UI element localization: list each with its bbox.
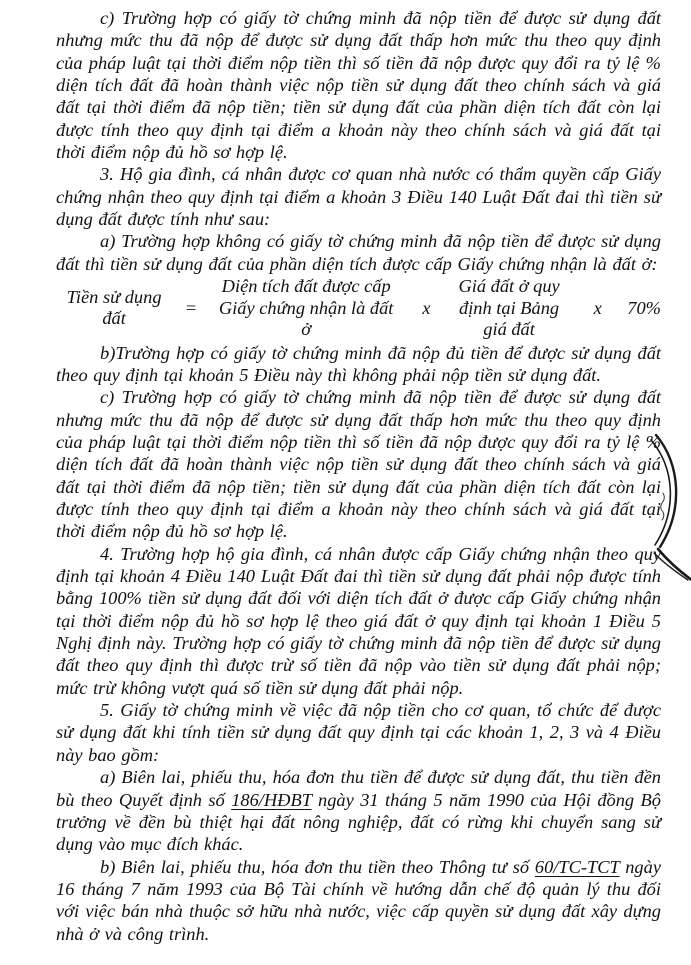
formula-result-term: Tiền sử dụng đất <box>66 286 162 329</box>
multiply-sign: x <box>422 297 431 318</box>
formula-factor-area: Diện tích đất được cấp Giấy chứng nhận là đất ở <box>218 276 394 340</box>
paragraph-clause-5: 5. Giấy tờ chứng minh về việc đã nộp tiền cho cơ quan, tổ chức để được sử dụng đất khi tính tiền sử dụng đất quy định tại các khoản 1, 2, 3 và 4 Điều này bao gồm: <box>56 700 661 765</box>
paragraph-text: ngày 31 tháng 5 năm 1990 của Hội đồng Bộ trưởng về đền bù thiệt hại đất nông nghiệp, đất có rừng khi chuyển sang sử dụng vào mục đích khác. <box>56 789 661 855</box>
paragraph-point-c: c) Trường hợp có giấy tờ chứng minh đã nộp tiền để được sử dụng đất nhưng mức thu đã nộp để được sử dụng đất thấp hơn mức thu theo quy định của pháp luật tại thời điểm nộp tiền thì số tiền đã nộp được quy đổi ra tỷ lệ % diện tích đất đã hoàn thành việc nộp tiền sử dụng đất theo chính sách và giá đất tại thời điểm đã nộp tiền; tiền sử dụng đất của phần diện tích đất còn lại được tính theo quy định tại điểm a khoản này theo chính sách và giá đất tại thời điểm nộp đủ hồ sơ hợp lệ. <box>56 387 661 542</box>
land-fee-formula <box>56 276 661 341</box>
paragraph-point-c-top: c) Trường hợp có giấy tờ chứng minh đã nộp tiền để được sử dụng đất nhưng mức thu đã nộp để được sử dụng đất thấp hơn mức thu theo quy định của pháp luật tại thời điểm nộp tiền thì số tiền đã nộp được quy đổi ra tỷ lệ % diện tích đất đã hoàn thành việc nộp tiền sử dụng đất theo chính sách và giá đất tại thời điểm đã nộp tiền; tiền sử dụng đất của phần diện tích đất còn lại được tính theo quy định tại điểm a khoản này theo chính sách và giá đất tại thời điểm nộp đủ hồ sơ hợp lệ. <box>56 8 661 163</box>
formula-factor-price: Giá đất ở quy định tại Bảng giá đất <box>458 276 560 340</box>
paragraph-text: ngày 16 tháng 7 năm 1993 của Bộ Tài chính về hướng dẫn chế độ quản lý thu đối với việc bán nhà thuộc sở hữu nhà nước, việc cấp quyền sử dụng đất xây dựng nhà ở và công trình. <box>56 856 661 944</box>
reference-60-tc-tct: 60/TC-TCT <box>534 856 620 877</box>
reference-186-hdbt: 186/HĐBT <box>231 789 312 810</box>
paragraph-text: b) Biên lai, phiếu thu, hóa đơn thu tiền theo Thông tư số <box>100 856 535 877</box>
paragraph-clause-5a <box>56 766 661 855</box>
paragraph-clause-4: 4. Trường hợp hộ gia đình, cá nhân được cấp Giấy chứng nhận theo quy định tại khoản 4 Điều 140 Luật Đất đai thì tiền sử dụng đất phải nộp được tính bằng 100% tiền sử dụng đất đối với diện tích đất ở được cấp Giấy chứng nhận tại thời điểm nộp đủ hồ sơ hợp lệ theo giá đất ở quy định tại khoản 1 Điều 5 Nghị định này. Trường hợp có giấy tờ chứng minh đã nộp tiền để được sử dụng đất theo quy định thì được trừ số tiền đã nộp vào tiền sử dụng đất phải nộp; mức trừ không vượt quá số tiền sử dụng đất phải nộp. <box>56 543 661 698</box>
paragraph-clause-5b <box>56 856 661 945</box>
paragraph-point-b: b)Trường hợp có giấy tờ chứng minh đã nộp đủ tiền để được sử dụng đất theo quy định tại khoản 5 Điều này thì không phải nộp tiền sử dụng đất. <box>56 342 661 385</box>
multiply-sign: x <box>593 297 602 318</box>
paragraph-point-a: a) Trường hợp không có giấy tờ chứng minh đã nộp tiền để được sử dụng đất thì tiền sử dụng đất của phần diện tích được cấp Giấy chứng nhận là đất ở: <box>56 231 661 274</box>
formula-percentage: 70% <box>627 297 661 318</box>
equals-sign: = <box>184 297 198 318</box>
paragraph-text: a) Biên lai, phiếu thu, hóa đơn thu tiền để được sử dụng đất, thu tiền đền bù theo Quyết định số <box>56 767 661 810</box>
paragraph-clause-3: 3. Hộ gia đình, cá nhân được cơ quan nhà nước có thẩm quyền cấp Giấy chứng nhận theo quy định tại điểm a khoản 3 Điều 140 Luật Đất đai thì tiền sử dụng đất được tính như sau: <box>56 164 661 230</box>
